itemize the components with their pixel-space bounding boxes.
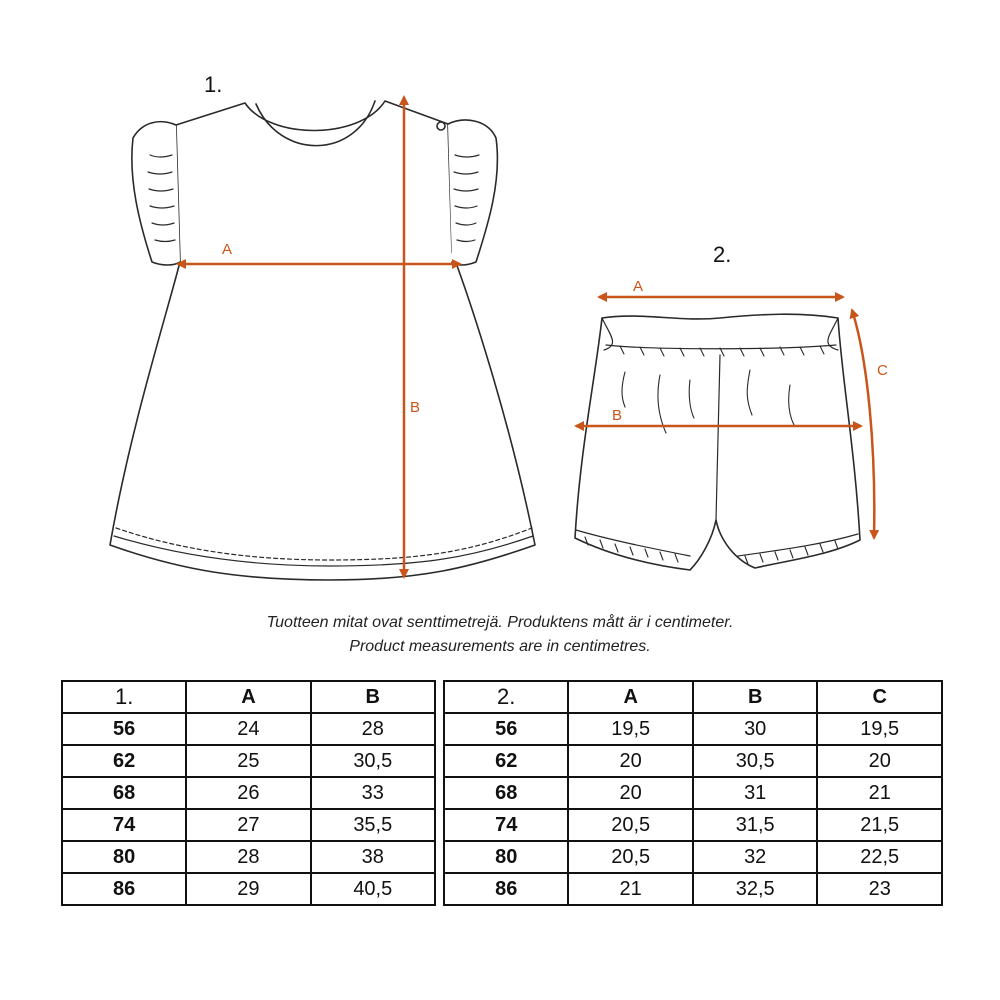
value-cell: 21 bbox=[817, 777, 942, 809]
size-cell: 68 bbox=[62, 777, 186, 809]
right-flutter-sleeve bbox=[448, 120, 497, 265]
table-row bbox=[444, 777, 942, 809]
table-header-cell: 1. bbox=[62, 681, 186, 713]
bloomers-drawing bbox=[575, 314, 860, 570]
value-cell: 28 bbox=[311, 713, 435, 745]
value-cell: 23 bbox=[817, 873, 942, 905]
table-row bbox=[62, 777, 435, 809]
bloomers-dimension-b-label: B bbox=[612, 407, 623, 424]
table-row bbox=[444, 745, 942, 777]
table-row bbox=[62, 873, 435, 905]
value-cell: 35,5 bbox=[311, 809, 435, 841]
table-row bbox=[444, 809, 942, 841]
value-cell: 29 bbox=[186, 873, 310, 905]
left-flutter-sleeve bbox=[132, 122, 180, 265]
size-cell: 80 bbox=[444, 841, 568, 873]
value-cell: 19,5 bbox=[568, 713, 693, 745]
value-cell: 25 bbox=[186, 745, 310, 777]
table-header-cell: 2. bbox=[444, 681, 568, 713]
value-cell: 26 bbox=[186, 777, 310, 809]
value-cell: 20 bbox=[568, 777, 693, 809]
value-cell: 28 bbox=[186, 841, 310, 873]
size-cell: 86 bbox=[62, 873, 186, 905]
value-cell: 40,5 bbox=[311, 873, 435, 905]
size-cell: 62 bbox=[62, 745, 186, 777]
bloomers-dimension-a-label: A bbox=[633, 278, 644, 295]
value-cell: 20,5 bbox=[568, 841, 693, 873]
value-cell: 20 bbox=[817, 745, 942, 777]
value-cell: 30,5 bbox=[693, 745, 818, 777]
bloomers-figure-number: 2. bbox=[713, 242, 732, 267]
dress-dimension-a-label: A bbox=[222, 241, 233, 258]
table-row bbox=[444, 873, 942, 905]
value-cell: 30 bbox=[693, 713, 818, 745]
value-cell: 20 bbox=[568, 745, 693, 777]
table-row bbox=[444, 841, 942, 873]
table-header-cell: A bbox=[186, 681, 310, 713]
value-cell: 19,5 bbox=[817, 713, 942, 745]
table-header-row bbox=[62, 681, 435, 713]
measurement-note-english: Product measurements are in centimetres. bbox=[349, 638, 651, 655]
table-header-row bbox=[444, 681, 942, 713]
size-cell: 56 bbox=[62, 713, 186, 745]
value-cell: 38 bbox=[311, 841, 435, 873]
bloomers-size-table bbox=[443, 680, 943, 906]
value-cell: 33 bbox=[311, 777, 435, 809]
table-header-cell: A bbox=[568, 681, 693, 713]
value-cell: 20,5 bbox=[568, 809, 693, 841]
value-cell: 22,5 bbox=[817, 841, 942, 873]
value-cell: 27 bbox=[186, 809, 310, 841]
value-cell: 31,5 bbox=[693, 809, 818, 841]
value-cell: 24 bbox=[186, 713, 310, 745]
size-cell: 56 bbox=[444, 713, 568, 745]
table-header-cell: B bbox=[311, 681, 435, 713]
table-row bbox=[62, 745, 435, 777]
table-row bbox=[444, 713, 942, 745]
value-cell: 31 bbox=[693, 777, 818, 809]
size-cell: 86 bbox=[444, 873, 568, 905]
value-cell: 21 bbox=[568, 873, 693, 905]
dress-size-table bbox=[61, 680, 436, 906]
measurement-note-multilingual: Tuotteen mitat ovat senttimetrejä. Produktens mått är i centimeter. bbox=[266, 614, 734, 631]
table-row bbox=[62, 809, 435, 841]
dress-figure-number: 1. bbox=[204, 72, 223, 97]
table-row bbox=[62, 841, 435, 873]
size-cell: 80 bbox=[62, 841, 186, 873]
size-cell: 62 bbox=[444, 745, 568, 777]
size-cell: 74 bbox=[444, 809, 568, 841]
bloomers-dimension-c-label: C bbox=[877, 362, 888, 379]
value-cell: 30,5 bbox=[311, 745, 435, 777]
size-cell: 74 bbox=[62, 809, 186, 841]
dress-dimension-b-label: B bbox=[410, 399, 421, 416]
value-cell: 21,5 bbox=[817, 809, 942, 841]
size-cell: 68 bbox=[444, 777, 568, 809]
value-cell: 32,5 bbox=[693, 873, 818, 905]
table-header-cell: C bbox=[817, 681, 942, 713]
value-cell: 32 bbox=[693, 841, 818, 873]
dress-drawing bbox=[110, 101, 535, 580]
table-header-cell: B bbox=[693, 681, 818, 713]
table-row bbox=[62, 713, 435, 745]
snap-button-icon bbox=[437, 122, 445, 130]
